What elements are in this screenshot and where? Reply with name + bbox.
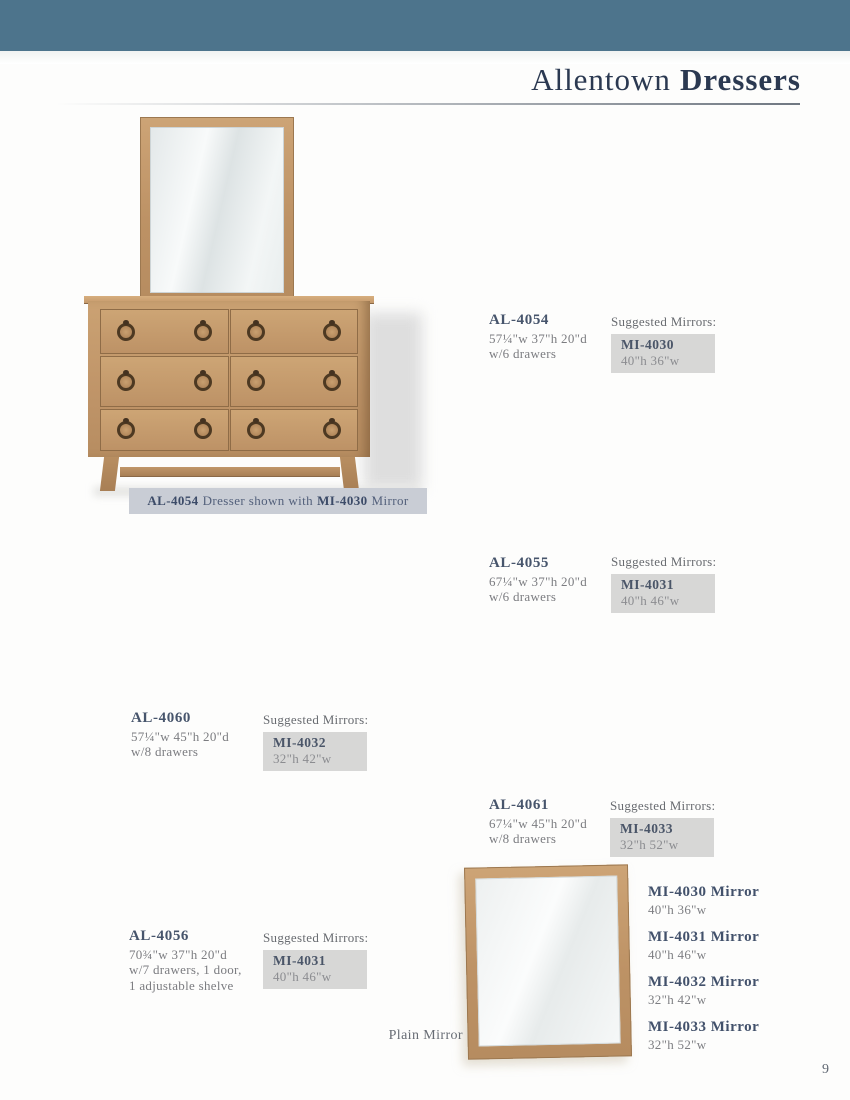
product-name: AL-4055 [489,555,550,571]
photo-dresser-stretcher [120,467,340,477]
caption-text: Mirror [371,493,409,508]
drawer-pull-icon [194,323,212,341]
plain-mirror-glass [475,876,620,1047]
drawer-pull-icon [323,421,341,439]
suggested-mirrors-al4054 [611,314,716,373]
mirror-size: 32"h 42"w [648,992,707,1007]
photo-drawer [100,356,229,407]
product-dimensions: 67¼"w 45"h 20"d [489,815,588,831]
drawer-pull-icon [323,373,341,391]
product-drawers: w/7 drawers, 1 door, [129,962,242,977]
drawer-pull-icon [247,421,265,439]
title-divider [56,103,800,105]
mirror-list-item [648,974,759,1008]
suggested-mirrors-al4056 [263,930,368,989]
product-name: AL-4056 [129,928,190,944]
photo-caption [129,488,427,514]
suggested-mirror-box [263,950,367,989]
photo-drawer [100,409,229,451]
dresser-with-mirror-photo [60,113,440,498]
photo-dresser-leg-left [100,457,119,491]
mirror-size: 32"h 52"w [620,837,679,852]
drawer-pull-icon [194,373,212,391]
product-drawers: w/6 drawers [489,346,557,361]
mirror-size: 40"h 36"w [621,353,680,368]
suggested-mirror-box [263,732,367,771]
drawer-pull-icon [247,373,265,391]
product-drawers: w/8 drawers [131,744,199,759]
mirror-size: 32"h 52"w [648,1037,707,1052]
suggested-mirrors-label: Suggested Mirrors: [263,930,369,945]
product-info-al4055 [489,556,587,605]
mirror-code: MI-4030 [621,337,674,352]
product-name: AL-4054 [489,312,550,328]
suggested-mirror-box [611,334,715,373]
suggested-mirror-box [611,574,715,613]
photo-drawer [100,309,229,354]
product-info-al4054 [489,313,587,362]
mirror-name: MI-4032 Mirror [648,974,760,990]
mirror-size: 40"h 46"w [648,947,707,962]
header-bar [0,0,850,51]
plain-mirror-label: Plain Mirror [388,1028,463,1043]
caption-code-al4054: AL-4054 [147,493,199,508]
drawer-pull-icon [247,323,265,341]
product-drawers-2: 1 adjustable shelve [129,977,234,993]
page-number: 9 [822,1062,829,1077]
product-dimensions: 57¼"w 45"h 20"d [131,728,230,744]
product-dimensions: 70¾"w 37"h 20"d [129,946,228,962]
photo-drawer [230,309,358,354]
suggested-mirrors-label: Suggested Mirrors: [611,314,717,329]
caption-text: Dresser shown with [202,493,314,508]
suggested-mirror-box [610,818,714,857]
page-title [531,62,801,98]
mirror-size: 32"h 42"w [273,751,332,766]
mirror-list-item [648,1019,759,1053]
mirror-name: MI-4033 Mirror [648,1019,760,1035]
product-dimensions: 57¼"w 37"h 20"d [489,330,588,346]
photo-dresser-leg-right [340,457,359,491]
mirror-list [648,884,759,1064]
suggested-mirrors-al4061 [610,798,715,857]
suggested-mirrors-al4060 [263,712,368,771]
drawer-pull-icon [117,421,135,439]
drawer-pull-icon [117,323,135,341]
product-info-al4061 [489,798,587,847]
product-name: AL-4060 [131,710,192,726]
page-title-bold: Dressers [679,62,801,97]
mirror-name: MI-4030 Mirror [648,884,760,900]
mirror-code: MI-4033 [620,821,673,836]
drawer-pull-icon [117,373,135,391]
photo-drawer [230,356,358,407]
mirror-list-item [648,884,759,918]
mirror-code: MI-4031 [621,577,674,592]
product-drawers: w/8 drawers [489,831,557,846]
caption-code-mi4030: MI-4030 [317,493,368,508]
mirror-size: 40"h 46"w [621,593,680,608]
product-info-al4060 [131,711,229,760]
photo-mirror-glass [150,127,284,293]
page-title-regular: Allentown [531,62,671,97]
suggested-mirrors-al4055 [611,554,716,613]
drawer-pull-icon [194,421,212,439]
mirror-code: MI-4031 [273,953,326,968]
product-name: AL-4061 [489,797,550,813]
drawer-pull-icon [323,323,341,341]
photo-wall-shadow [364,313,422,489]
mirror-list-item [648,929,759,963]
product-dimensions: 67¼"w 37"h 20"d [489,573,588,589]
suggested-mirrors-label: Suggested Mirrors: [611,554,717,569]
suggested-mirrors-label: Suggested Mirrors: [610,798,716,813]
plain-mirror-photo [464,864,632,1059]
photo-drawer [230,409,358,451]
suggested-mirrors-label: Suggested Mirrors: [263,712,369,727]
mirror-name: MI-4031 Mirror [648,929,760,945]
product-info-al4056 [129,929,242,993]
mirror-size: 40"h 36"w [648,902,707,917]
product-drawers: w/6 drawers [489,589,557,604]
photo-mirror-frame [140,117,294,303]
mirror-code: MI-4032 [273,735,326,750]
mirror-size: 40"h 46"w [273,969,332,984]
